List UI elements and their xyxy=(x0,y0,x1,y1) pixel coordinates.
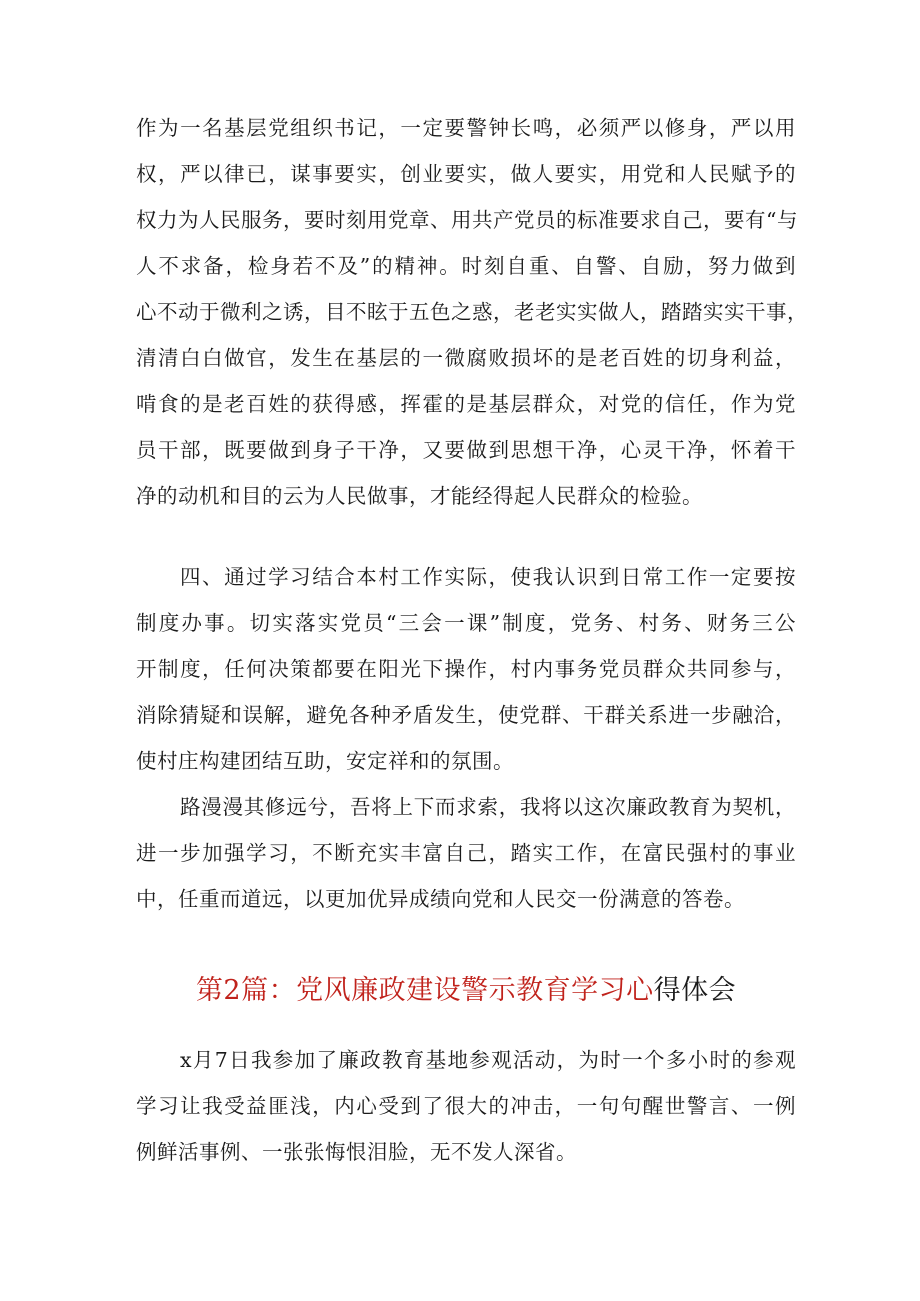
paragraph-line: x月7日我参加了廉政教育基地参观活动，为时一个多小时的参观 xyxy=(180,1048,796,1072)
paragraph-line: 学习让我受益匪浅，内心受到了很大的冲击，一句句醒世警言、一例 xyxy=(136,1094,796,1118)
paragraph-line: 员干部，既要做到身子干净，又要做到思想干净，心灵干净，怀着干 xyxy=(136,438,796,462)
section-heading xyxy=(136,965,796,1017)
paragraph-line: 消除猜疑和误解，避免各种矛盾发生，使党群、干群关系进一步融洽， xyxy=(136,703,796,727)
paragraph-line: 使村庄构建团结互助，安定祥和的氛围。 xyxy=(136,749,514,773)
paragraph-line: 中，任重而道远，以更加优异成绩向党和人民交一份满意的答卷。 xyxy=(136,887,745,911)
paragraph-line: 人不求备，检身若不及”的精神。时刻自重、自警、自励，努力做到 xyxy=(136,254,796,278)
paragraph-line: 制度办事。切实落实党员“三会一课”制度，党务、村务、财务三公 xyxy=(136,611,796,635)
paragraph-line: 权，严以律已，谋事要实，创业要实，做人要实，用党和人民赋予的 xyxy=(136,162,796,186)
paragraph-line: 作为一名基层党组织书记，一定要警钟长鸣，必须严以修身，严以用 xyxy=(136,116,796,140)
paragraph-line: 四、通过学习结合本村工作实际，使我认识到日常工作一定要按 xyxy=(180,565,796,589)
paragraph-line: 清清白白做官，发生在基层的一微腐败损坏的是老百姓的切身利益， xyxy=(136,346,796,370)
heading-red-text: 第2篇：党风廉政建设警示教育学习心 xyxy=(195,975,654,1006)
paragraph-line: 例鲜活事例、一张张悔恨泪脸，无不发人深省。 xyxy=(136,1140,577,1164)
paragraph-line: 进一步加强学习，不断充实丰富自己，踏实工作，在富民强村的事业 xyxy=(136,841,796,865)
paragraph-line: 权力为人民服务，要时刻用党章、用共产党员的标准要求自己，要有“与 xyxy=(136,208,798,232)
paragraph-2 xyxy=(136,554,796,784)
paragraph-line: 净的动机和目的云为人民做事，才能经得起人民群众的检验。 xyxy=(136,484,703,508)
paragraph-line: 开制度，任何决策都要在阳光下操作，村内事务党员群众共同参与， xyxy=(136,657,796,681)
paragraph-1 xyxy=(136,105,808,519)
heading-black-text: 得体会 xyxy=(653,975,737,1006)
paragraph-line: 心不动于微利之诱，目不眩于五色之惑，老老实实做人，踏踏实实干事， xyxy=(136,300,808,324)
paragraph-4 xyxy=(136,1037,796,1175)
paragraph-line: 路漫漫其修远兮，吾将上下而求索，我将以这次廉政教育为契机， xyxy=(180,795,796,819)
paragraph-3 xyxy=(136,784,796,922)
paragraph-line: 啃食的是老百姓的获得感，挥霍的是基层群众，对党的信任，作为党 xyxy=(136,392,796,416)
